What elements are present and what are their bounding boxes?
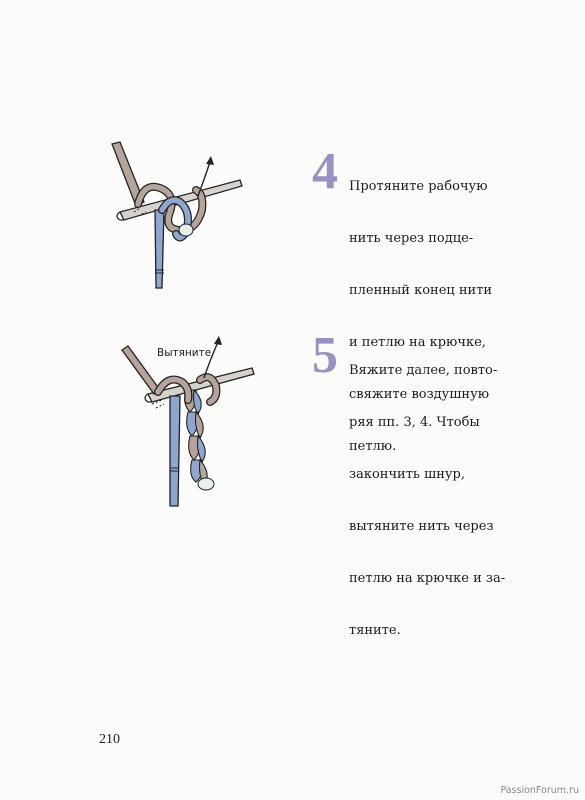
text-line: ряя пп. 3, 4. Чтобы: [349, 415, 480, 430]
text-line: петлю на крючке и за-: [349, 571, 506, 586]
step-number: 5: [312, 327, 338, 384]
text-line: и петлю на крючке,: [349, 335, 486, 350]
text-line: пленный конец нити: [349, 283, 493, 298]
text-line: вытяните нить через: [349, 519, 494, 534]
step-4-illustration: [100, 140, 250, 295]
watermark: PassionForum.ru: [500, 785, 579, 796]
pull-callout-label: Вытяните: [157, 347, 212, 359]
text-line: закончить шнур,: [349, 467, 465, 482]
text-line: нить через подце-: [349, 231, 474, 246]
text-line: Протяните рабочую: [349, 179, 488, 194]
text-line: Вяжите далее, повто-: [349, 363, 498, 378]
page-number: 210: [99, 732, 120, 747]
step-5-instructions: [349, 332, 505, 670]
text-line: свяжите воздушную: [349, 387, 490, 402]
text-line: тяните.: [349, 623, 401, 638]
text-line: петлю.: [349, 439, 397, 454]
step-number: 4: [312, 143, 338, 200]
